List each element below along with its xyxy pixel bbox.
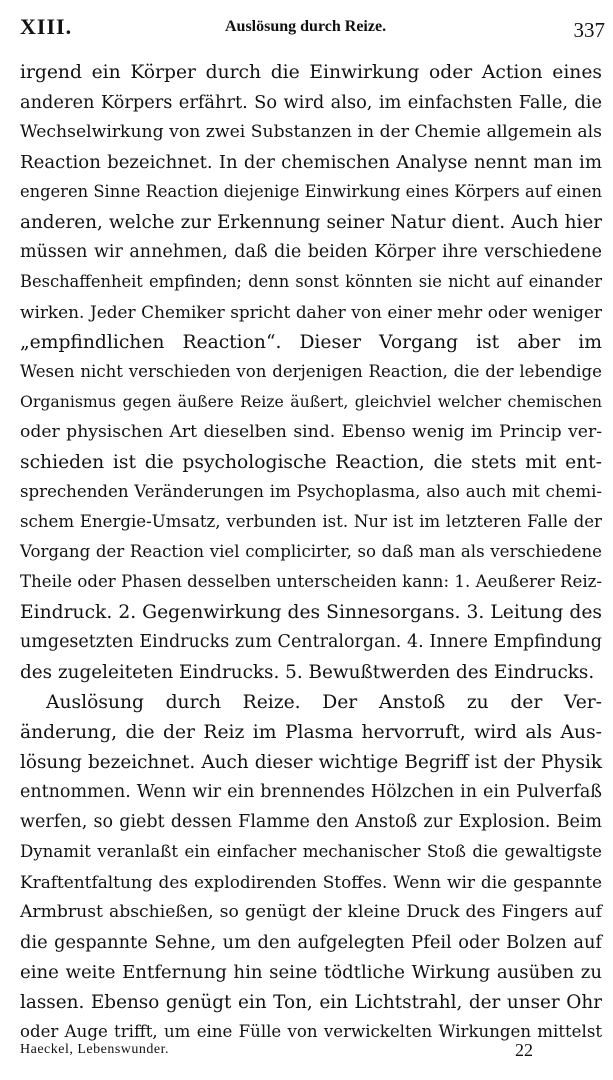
text-line: anderen, welche zur Erkennung seiner Natur dient. Auch hier [20,212,602,233]
text-line: engeren Sinne Reaction diejenige Einwirkung eines Körpers auf einen [20,182,602,201]
running-title: Auslösung durch Reize. [225,18,387,35]
text-line: Armbrust abschießen, so genügt der kleine Druck des Fingers auf [20,902,602,922]
text-line: Wechselwirkung von zwei Substanzen in der Chemie allgemein als [20,122,602,142]
page-footer [20,1040,605,1066]
text-line: Theile oder Phasen desselben unterscheiden kann: 1. Aeußerer Reiz- [20,572,602,591]
text-line: müssen wir annehmen, daß die beiden Körper ihre verschiedene [20,242,602,262]
text-line: umgesetzten Eindrucks zum Centralorgan. 4. Innere Empfindung [20,632,602,652]
chapter-number: XIII. [20,14,73,39]
text-line: änderung, die der Reiz im Plasma hervorruft, wird als Aus- [20,722,602,743]
text-line: oder Auge trifft, um eine Fülle von verwickelten Wirkungen mittelst [20,1022,602,1041]
text-line: „empfindlichen Reaction“. Dieser Vorgang ist aber im [20,332,602,353]
text-line: Beschaffenheit empfinden; denn sonst könnten sie nicht auf einander [20,272,602,291]
text-line: anderen Körpers erfährt. So wird also, im einfachsten Falle, die [20,92,602,113]
text-line: Wesen nicht verschieden von derjenigen Reaction, die der lebendige [20,362,602,381]
page-number: 337 [573,18,605,42]
signature-mark: 22 [515,1040,533,1060]
text-line: eine weite Entfernung hin seine tödtliche Wirkung ausüben zu [20,962,602,983]
section-heading-line: Auslösung durch Reize. Der Anstoß zu der Ver- [46,692,602,713]
text-line: Dynamit veranlaßt ein einfacher mechanischer Stoß die gewaltigste [20,842,602,861]
text-line: Organismus gegen äußere Reize äußert, gleichviel welcher chemischen [20,392,602,411]
text-line: Vorgang der Reaction viel complicirter, so daß man als verschiedene [20,542,602,561]
text-line: sprechenden Veränderungen im Psychoplasma, also auch mit chemi- [20,482,602,501]
text-line: oder physischen Art dieselben sind. Ebenso wenig im Princip ver- [20,422,602,442]
footer-author-title: Haeckel, Lebenswunder. [20,1042,169,1057]
text-line: Reaction bezeichnet. In der chemischen Analyse nennt man im [20,152,602,173]
text-line: irgend ein Körper durch die Einwirkung oder Action eines [20,62,602,83]
text-line: Kraftentfaltung des explodirenden Stoffes. Wenn wir die gespannte [20,872,602,892]
text-line: Eindruck. 2. Gegenwirkung des Sinnesorgans. 3. Leitung des [20,602,602,623]
text-line: schieden ist die psychologische Reaction, die stets mit ent- [20,452,602,473]
text-line: lassen. Ebenso genügt ein Ton, ein Lichtstrahl, der unser Ohr [20,992,602,1013]
paragraph-last-line: des zugeleiteten Eindrucks. 5. Bewußtwerden des Eindrucks. [20,662,595,683]
text-line: die gespannte Sehne, um den aufgelegten Pfeil oder Bolzen auf [20,932,602,953]
text-line: entnommen. Wenn wir ein brennendes Hölzchen in ein Pulverfaß [20,782,602,802]
text-line: schem Energie-Umsatz, verbunden ist. Nur ist im letzteren Falle der [20,512,602,531]
text-line: werfen, so giebt dessen Flamme den Anstoß zur Explosion. Beim [20,812,602,832]
text-line: wirken. Jeder Chemiker spricht daher von einer mehr oder weniger [20,302,602,322]
text-line: lösung bezeichnet. Auch dieser wichtige Begriff ist der Physik [20,752,602,773]
